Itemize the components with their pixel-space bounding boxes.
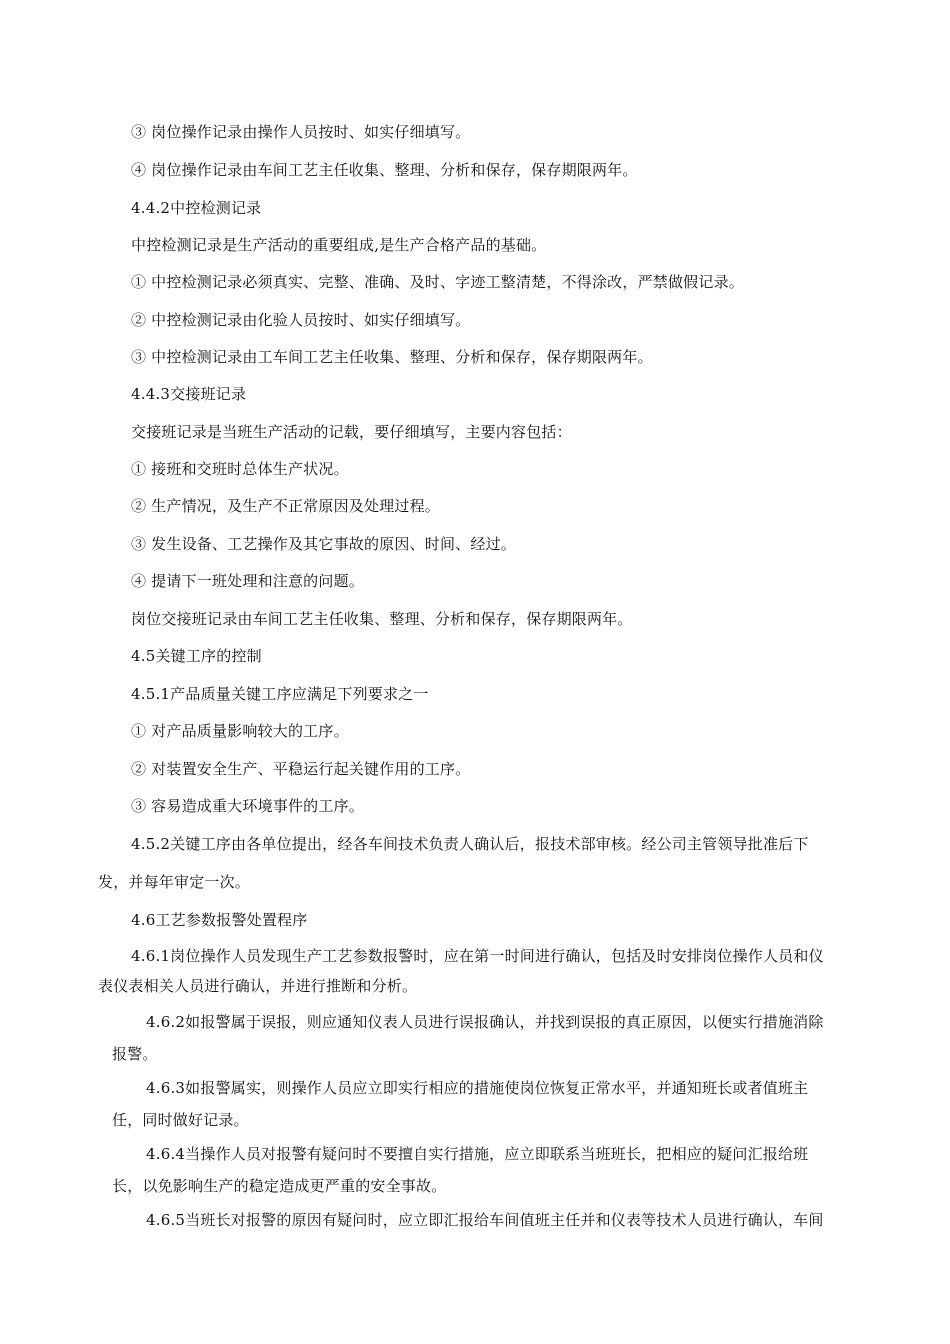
list-item: ② 对装置安全生产、平稳运行起关键作用的工序。	[131, 760, 471, 778]
section-heading: 4.4.2中控检测记录	[131, 199, 262, 217]
list-item: ① 对产品质量影响较大的工序。	[131, 722, 349, 740]
paragraph-first-line: 4.6.1岗位操作人员发现生产工艺参数报警时，应在第一时间进行确认，包括及时安排岗位操作人员和仪	[131, 947, 824, 965]
paragraph: 岗位交接班记录由车间工艺主任收集、整理、分析和保存，保存期限两年。	[131, 610, 633, 628]
list-item: ④ 提请下一班处理和注意的问题。	[131, 572, 364, 590]
section-heading: 4.6工艺参数报警处置程序	[131, 911, 308, 929]
list-item: ③ 容易造成重大环境事件的工序。	[131, 797, 364, 815]
paragraph-continuation: 表仪表相关人员进行确认，并进行推断和分析。	[98, 977, 418, 995]
paragraph-continuation: 发，并每年审定一次。	[98, 873, 251, 891]
list-item: ② 生产情况，及生产不正常原因及处理过程。	[131, 497, 440, 515]
section-heading: 4.4.3交接班记录	[131, 385, 247, 403]
list-item: ① 接班和交班时总体生产状况。	[131, 460, 349, 478]
list-item: ④ 岗位操作记录由车间工艺主任收集、整理、分析和保存，保存期限两年。	[131, 161, 638, 179]
section-heading: 4.5关键工序的控制	[131, 647, 262, 665]
paragraph-first-line: 4.5.2关键工序由各单位提出，经各车间技术负责人确认后，报技术部审核。经公司主管领导批准后下	[131, 835, 809, 853]
list-item: ① 中控检测记录必须真实、完整、准确、及时、字迹工整清楚，不得涂改，严禁做假记录。	[131, 273, 744, 291]
paragraph: 中控检测记录是生产活动的重要组成,是生产合格产品的基础。	[131, 236, 547, 254]
list-item: ② 中控检测记录由化验人员按时、如实仔细填写。	[131, 311, 471, 329]
subsection-heading: 4.5.1产品质量关键工序应满足下列要求之一	[131, 685, 429, 703]
list-item: ③ 发生设备、工艺操作及其它事故的原因、时间、经过。	[131, 535, 516, 553]
list-item: ③ 中控检测记录由工车间工艺主任收集、整理、分析和保存，保存期限两年。	[131, 348, 653, 366]
paragraph-continuation: 任，同时做好记录。	[112, 1111, 249, 1129]
list-item: ③ 岗位操作记录由操作人员按时、如实仔细填写。	[131, 123, 471, 141]
paragraph-first-line: 4.6.4当操作人员对报警有疑问时不要擅自实行措施，应立即联系当班班长，把相应的疑问汇报给班	[146, 1145, 809, 1163]
paragraph-first-line: 4.6.3如报警属实，则操作人员应立即实行相应的措施使岗位恢复正常水平，并通知班长或者值班主	[146, 1079, 809, 1097]
paragraph: 交接班记录是当班生产活动的记载，要仔细填写，主要内容包括：	[131, 423, 572, 441]
paragraph-continuation: 报警。	[112, 1045, 158, 1063]
paragraph-first-line: 4.6.5当班长对报警的原因有疑问时，应立即汇报给车间值班主任并和仪表等技术人员进行确认，车间	[146, 1211, 824, 1229]
paragraph-first-line: 4.6.2如报警属于误报，则应通知仪表人员进行误报确认，并找到误报的真正原因，以便实行措施消除	[146, 1013, 824, 1031]
paragraph-continuation: 长，以免影响生产的稳定造成更严重的安全事故。	[112, 1177, 447, 1195]
